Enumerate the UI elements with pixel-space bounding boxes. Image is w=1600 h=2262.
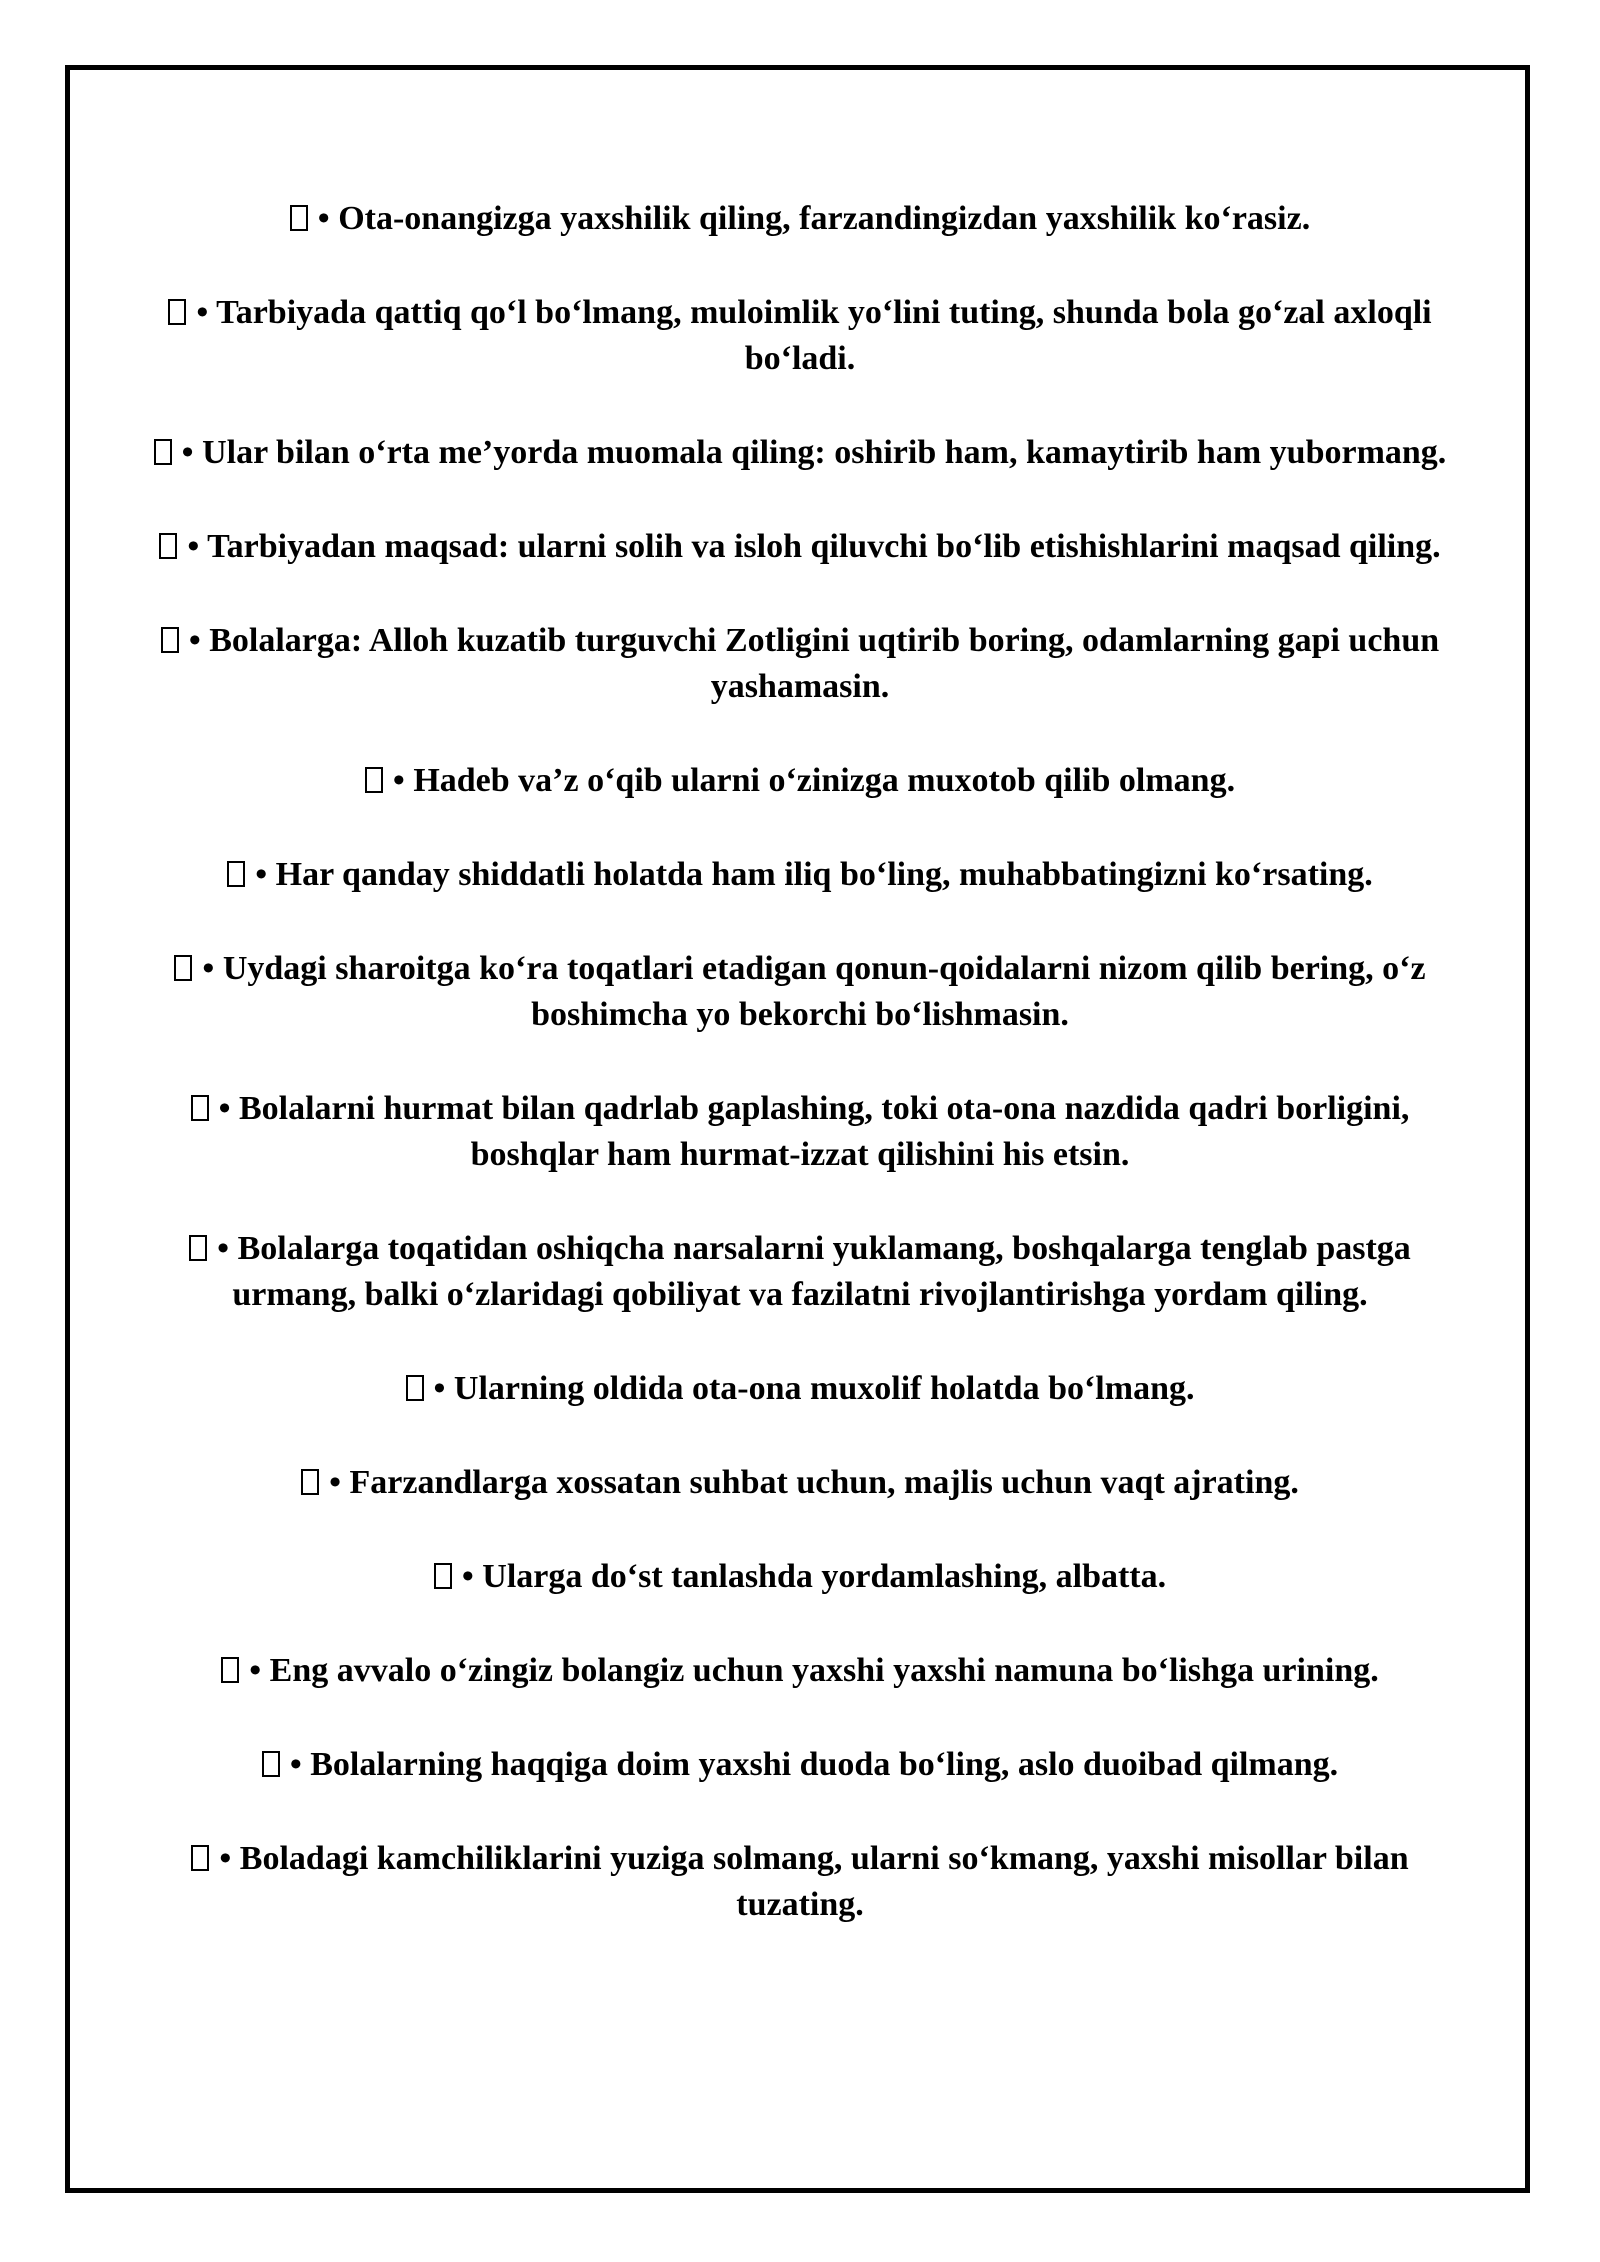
missing-glyph-box-icon bbox=[290, 205, 308, 231]
missing-glyph-box-icon bbox=[174, 955, 192, 981]
item-bullet: • bbox=[255, 856, 268, 893]
list-item bbox=[125, 1366, 1475, 1412]
item-text: Ular bilan o‘rta me’yorda muomala qiling: oshirib ham, kamaytirib ham yubormang. bbox=[202, 434, 1447, 471]
item-text: Ota-onangizga yaxshilik qiling, farzandingizdan yaxshilik ko‘rasiz. bbox=[338, 200, 1311, 237]
item-text: Uydagi sharoitga ko‘ra toqatlari etadigan qonun-qoidalarni nizom qilib bering, o‘z boshimcha yo bekorchi bo‘lishmasin. bbox=[222, 950, 1426, 1033]
missing-glyph-box-icon bbox=[365, 767, 383, 793]
list-item bbox=[125, 758, 1475, 804]
list-item bbox=[125, 196, 1475, 242]
missing-glyph-box-icon bbox=[191, 1845, 209, 1871]
item-bullet: • bbox=[392, 762, 405, 799]
list-item bbox=[125, 852, 1475, 898]
list-item bbox=[125, 290, 1475, 382]
item-text: Ularga do‘st tanlashda yordamlashing, albatta. bbox=[482, 1558, 1167, 1595]
item-text: Farzandlarga xossatan suhbat uchun, majlis uchun vaqt ajrating. bbox=[349, 1464, 1299, 1501]
document-body bbox=[125, 196, 1475, 1976]
item-bullet: • bbox=[249, 1652, 262, 1689]
item-bullet: • bbox=[218, 1090, 231, 1127]
missing-glyph-box-icon bbox=[406, 1375, 424, 1401]
list-item bbox=[125, 430, 1475, 476]
item-text: Tarbiyadan maqsad: ularni solih va isloh qiluvchi bo‘lib etishishlarini maqsad qiling. bbox=[207, 528, 1441, 565]
item-bullet: • bbox=[202, 950, 215, 987]
item-text: Bolalarning haqqiga doim yaxshi duoda bo‘ling, aslo duoibad qilmang. bbox=[310, 1746, 1339, 1783]
item-bullet: • bbox=[461, 1558, 474, 1595]
item-text: Bolalarni hurmat bilan qadrlab gaplashing, toki ota-ona nazdida qadri borligini, boshqlar ham hurmat-izzat qilishini his etsin. bbox=[238, 1090, 1410, 1173]
missing-glyph-box-icon bbox=[154, 439, 172, 465]
item-bullet: • bbox=[187, 528, 200, 565]
item-bullet: • bbox=[219, 1840, 232, 1877]
missing-glyph-box-icon bbox=[301, 1469, 319, 1495]
item-text: Eng avvalo o‘zingiz bolangiz uchun yaxshi yaxshi namuna bo‘lishga urining. bbox=[269, 1652, 1379, 1689]
list-item bbox=[125, 1836, 1475, 1928]
list-item bbox=[125, 1648, 1475, 1694]
list-item bbox=[125, 1460, 1475, 1506]
item-bullet: • bbox=[329, 1464, 342, 1501]
item-text: Har qanday shiddatli holatda ham iliq bo‘ling, muhabbatingizni ko‘rsating. bbox=[275, 856, 1373, 893]
missing-glyph-box-icon bbox=[227, 861, 245, 887]
missing-glyph-box-icon bbox=[159, 533, 177, 559]
item-text: Hadeb va’z o‘qib ularni o‘zinizga muxotob qilib olmang. bbox=[413, 762, 1236, 799]
missing-glyph-box-icon bbox=[189, 1235, 207, 1261]
item-text: Tarbiyada qattiq qo‘l bo‘lmang, muloimlik yo‘lini tuting, shunda bola go‘zal axloqli bo‘ladi. bbox=[216, 294, 1432, 377]
missing-glyph-box-icon bbox=[434, 1563, 452, 1589]
item-bullet: • bbox=[317, 200, 330, 237]
item-text: Boladagi kamchiliklarini yuziga solmang, ularni so‘kmang, yaxshi misollar bilan tuzating. bbox=[239, 1840, 1409, 1923]
missing-glyph-box-icon bbox=[191, 1095, 209, 1121]
missing-glyph-box-icon bbox=[221, 1657, 239, 1683]
item-bullet: • bbox=[217, 1230, 230, 1267]
item-text: Bolalarga: Alloh kuzatib turguvchi Zotligini uqtirib boring, odamlarning gapi uchun yashamasin. bbox=[209, 622, 1440, 705]
missing-glyph-box-icon bbox=[262, 1751, 280, 1777]
list-item bbox=[125, 1086, 1475, 1178]
missing-glyph-box-icon bbox=[168, 299, 186, 325]
item-bullet: • bbox=[188, 622, 201, 659]
list-item bbox=[125, 1226, 1475, 1318]
item-text: Ularning oldida ota-ona muxolif holatda bo‘lmang. bbox=[453, 1370, 1195, 1407]
list-item bbox=[125, 524, 1475, 570]
item-bullet: • bbox=[433, 1370, 446, 1407]
item-bullet: • bbox=[196, 294, 209, 331]
list-item bbox=[125, 1742, 1475, 1788]
list-item bbox=[125, 618, 1475, 710]
list-item bbox=[125, 1554, 1475, 1600]
missing-glyph-box-icon bbox=[161, 627, 179, 653]
list-item bbox=[125, 946, 1475, 1038]
item-bullet: • bbox=[181, 434, 194, 471]
item-text: Bolalarga toqatidan oshiqcha narsalarni yuklamang, boshqalarga tenglab pastga urmang, balki o‘zlaridagi qobiliyat va fazilatni rivojlantirishga yordam qiling. bbox=[232, 1230, 1411, 1313]
item-bullet: • bbox=[289, 1746, 302, 1783]
